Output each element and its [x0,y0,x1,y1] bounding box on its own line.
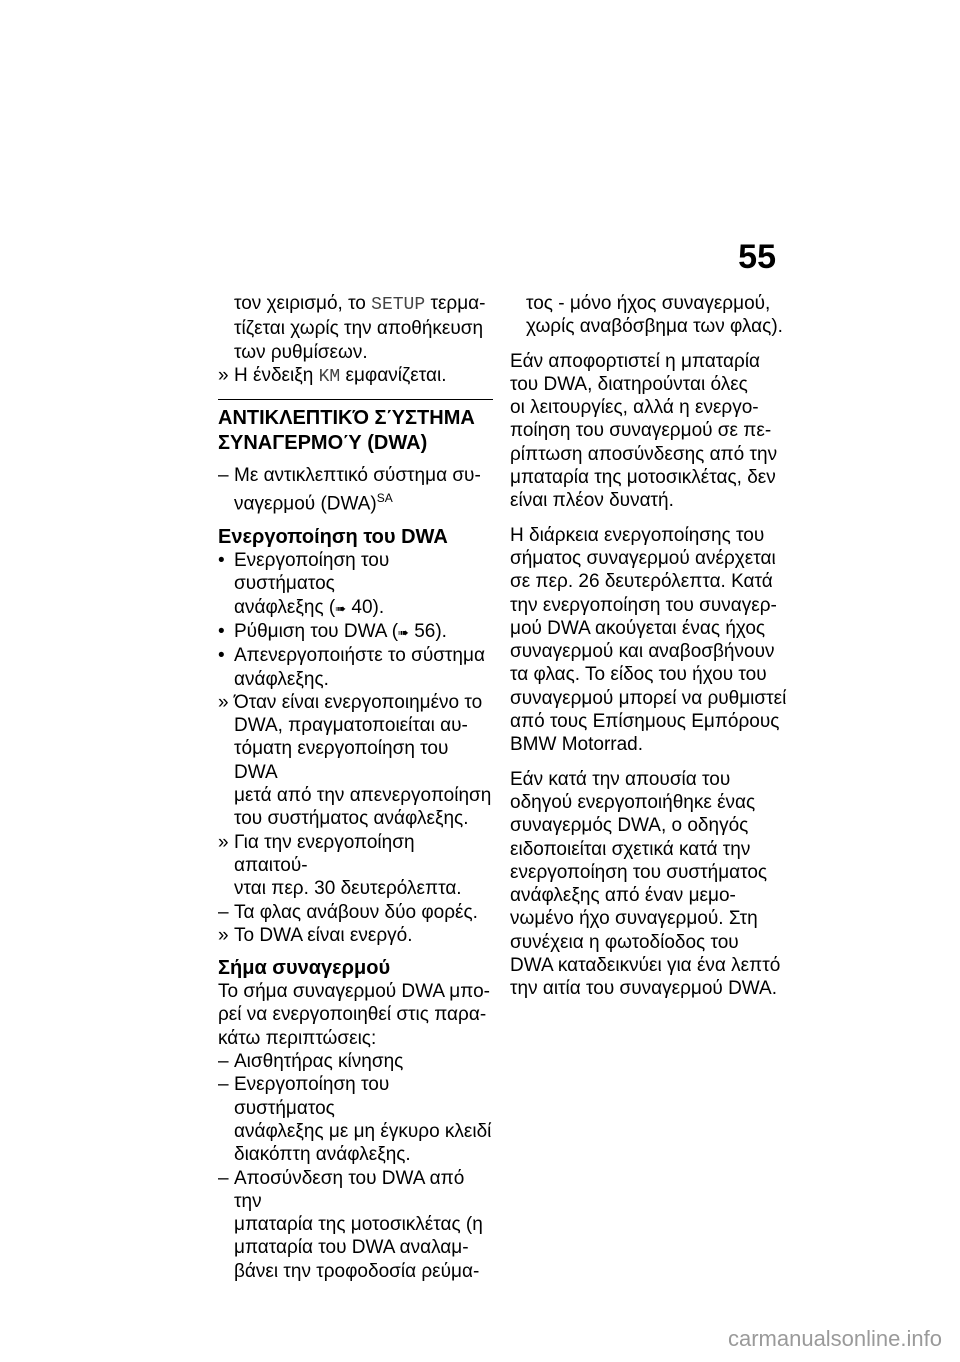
title-line: ΣΥΝΑΓΕΡΜΟΎ (DWA) [218,432,428,455]
alarm-title: Σήμα συναγερμού [218,957,391,980]
activation-title: Ενεργοποίηση του DWA [218,526,448,549]
text-line: Για την ενεργοποίηση απαιτού- [234,831,415,876]
text-line: οδηγού ενεργοποιήθηκε ένας [510,791,756,813]
text-line [234,596,493,620]
left-column [218,292,493,1283]
text-line: νται περ. 30 δευτερόλεπτα. [234,878,462,900]
text-span: ανάφλεξης ( [234,596,336,618]
text-line: ρεί να ενεργοποιηθεί στις παρα- [218,1004,487,1026]
option-item [218,464,493,516]
text-line: μπαταρία της μοτοσικλέτας, δεν [510,467,776,489]
dash-marker: – [218,901,229,923]
alarm-case [218,1167,493,1283]
right-column [510,292,792,1012]
text-line: συνέχεια η φωτοδίοδος του [510,931,739,953]
result-item [218,691,493,831]
dash-marker: – [218,1051,229,1073]
page-ref: 40). [346,596,385,618]
text-line: Όταν είναι ενεργοποιημένο το [234,691,483,713]
text-line: DWA, πραγματοποιείται αυ- [234,715,468,737]
text-span: τον χειρισμό, το [234,293,372,314]
dash-item [218,901,493,924]
km-display-text: KM [318,366,341,387]
text-line: μετά από την απενεργοποίηση [234,785,492,807]
text-line: ενεργοποίηση του συστήματος [510,861,768,883]
text-line: του συστήματος ανάφλεξης. [234,808,469,830]
text-line: διακόπτη ανάφλεξης. [234,1144,411,1166]
text-line: BMW Motorrad. [510,734,644,756]
text-line [234,487,493,516]
text-line: τόματη ενεργοποίηση του DWA [234,738,449,783]
result-marker: » [218,691,229,713]
text-line: χωρίς αναβόσβημα των φλας). [526,316,783,338]
continued-text [218,292,493,364]
text-line [234,292,493,317]
text-span: τερμα- [425,293,486,314]
step-item [218,620,493,644]
text-line: ανάφλεξης από έναν μεμο- [510,885,736,907]
text-line: σε περ. 26 δευτερόλεπτα. Κατά [510,571,773,593]
text-line: Το σήμα συναγερμού DWA μπο- [218,981,490,1003]
title-line: ΑΝΤΙΚΛΕΠΤΙΚΌ ΣΎΣΤΗΜΑ [218,407,475,430]
text-span: εμφανίζεται. [340,364,447,386]
text-line: συναγερμού μπορεί να ρυθμιστεί [510,687,787,709]
text-line: συναγερμού και αναβοσβήνουν [510,641,775,663]
text-line: Με αντικλεπτικό σύστημα συ- [234,465,481,487]
text-line: μπαταρία της μοτοσικλέτας (η [234,1214,483,1236]
text-span: Ρύθμιση του DWA ( [234,621,399,642]
text-line: Αισθητήρας κίνησης [234,1051,404,1073]
text-span: ναγερμού (DWA) [234,493,377,515]
text-line: των ρυθμίσεων. [234,341,368,363]
text-line: ανάφλεξης με μη έγκυρο κλειδί [234,1120,492,1142]
text-line: Ενεργοποίηση του συστήματος [234,550,390,595]
dash-marker: – [218,1167,229,1189]
text-line [234,620,493,644]
page-ref-arrow-icon: ➠ [335,600,347,616]
text-line: Εάν αποφορτιστεί η μπαταρία [510,350,761,372]
text-line: τα φλας. Το είδος του ήχου του [510,664,767,686]
text-line: οι λειτουργίες, αλλά η ενεργο- [510,397,759,419]
paragraph-duration [510,524,792,757]
watermark: carmanualsonline.info [727,1326,942,1351]
text-line: Ενεργοποίηση του συστήματος [234,1074,390,1119]
text-line: σήματος συναγερμού ανέρχεται [510,547,776,569]
paragraph-battery [510,350,792,513]
text-line: κάτω περιπτώσεις: [218,1027,377,1049]
text-line: ρίπτωση αποσύνδεσης από την [510,443,778,465]
text-line: την ενεργοποίηση του συναγερ- [510,594,777,616]
sa-superscript: SA [376,491,393,506]
dash-marker: – [218,465,229,487]
text-line: Εάν κατά την απουσία του [510,768,731,790]
page-ref-arrow-icon: ➠ [398,625,409,640]
text-line: μού DWA ακούγεται ένας ήχος [510,617,766,639]
text-line: ποίηση του συναγερμού σε πε- [510,420,772,442]
alarm-intro [218,980,493,1050]
text-line: ανάφλεξης. [234,668,329,690]
result-item [218,364,493,389]
text-line: Το DWA είναι ενεργό. [234,924,413,946]
step-item [218,549,493,620]
text-line: τος - μόνο ήχος συναγερμού, [526,293,771,314]
setup-display-text: SETUP [371,295,426,315]
text-line: είναι πλέον δυνατή. [510,490,674,512]
text-line: συναγερμός DWA, ο οδηγός [510,815,749,837]
text-line: Τα φλας ανάβουν δύο φορές. [234,901,478,923]
alarm-case [218,1073,493,1166]
page-ref: 56). [408,621,447,642]
text-line: Απενεργοποιήστε το σύστημα [234,645,485,667]
bullet-marker: • [218,550,225,572]
text-line: του DWA, διατηρούνται όλες [510,373,748,395]
result-marker: » [218,831,229,853]
text-line: από τους Επίσημους Εμπόρους [510,711,780,733]
result-item [218,831,493,901]
continued-text [510,292,792,339]
text-line: νωμένο ήχο συναγερμού. Στη [510,908,758,930]
text-span: Η ένδειξη [234,364,319,386]
bullet-marker: • [218,645,225,667]
step-item [218,644,493,691]
text-line: ειδοποιείται σχετικά κατά την [510,838,751,860]
text-line: την αιτία του συναγερμού DWA. [510,978,777,1000]
section-title [218,399,493,456]
text-line: μπαταρία του DWA αναλαμ- [234,1237,469,1259]
paragraph-absence [510,768,792,1001]
text-line: βάνει την τροφοδοσία ρεύμα- [234,1260,480,1282]
dash-marker: – [218,1074,229,1096]
text-line: Αποσύνδεση του DWA από την [234,1167,465,1212]
result-item [218,924,493,947]
bullet-marker: • [218,621,225,642]
text-line: DWA καταδεικνύει για ένα λεπτό [510,955,781,977]
page-number: 55 [738,238,776,276]
text-line: τίζεται χωρίς την αποθήκευση [234,318,484,340]
result-marker: » [218,364,229,386]
text-line: Η διάρκεια ενεργοποίησης του [510,524,765,546]
result-marker: » [218,924,229,946]
alarm-case [218,1050,493,1073]
